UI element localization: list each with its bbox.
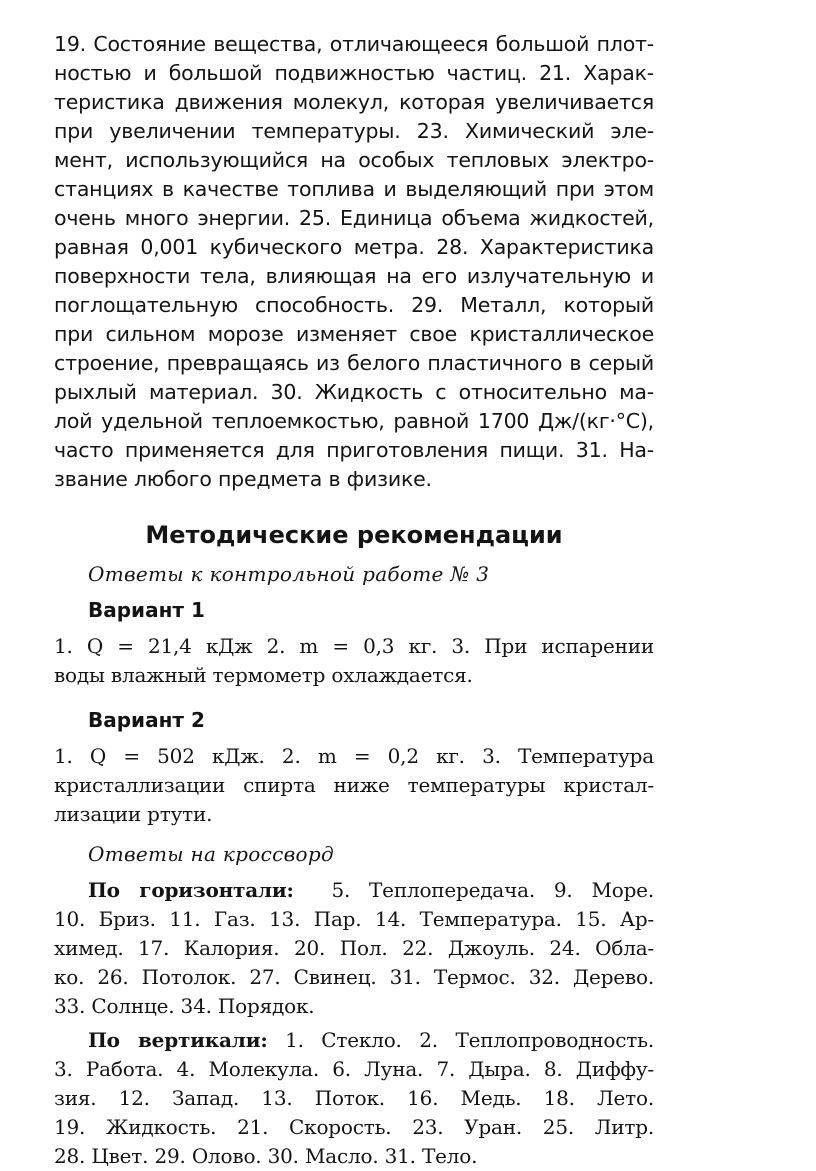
variant-1-line: 1. Q = 21,4 кДж 2. m = 0,3 кг. 3. При испарении xyxy=(54,634,654,658)
clue-line: часто применяется для приготовления пищи. 31. На- xyxy=(54,438,654,462)
horizontal-line: 33. Солнце. 34. Порядок. xyxy=(54,994,315,1018)
clue-line: звание любого предмета в физике. xyxy=(54,467,432,491)
vertical-first-rest: 1. Стекло. 2. Теплопроводность. xyxy=(285,1028,654,1052)
section-title: Методические рекомендации xyxy=(145,521,563,549)
horizontal-label: По горизонтали: xyxy=(88,878,294,902)
clue-line: равная 0,001 кубического метра. 28. Характеристика xyxy=(54,235,654,259)
variant-1-label: Вариант 1 xyxy=(88,598,205,622)
clue-line: ностью и большой подвижностью частиц. 21. Харак- xyxy=(54,61,654,85)
clue-line: при увеличении температуры. 23. Химический эле- xyxy=(54,119,654,143)
vertical-line: 19. Жидкость. 21. Скорость. 23. Уран. 25. Литр. xyxy=(54,1115,654,1139)
variant-2-label: Вариант 2 xyxy=(88,708,205,732)
clue-line: станциях в качестве топлива и выделяющий при этом xyxy=(54,177,654,201)
horizontal-line: 10. Бриз. 11. Газ. 13. Пар. 14. Температура. 15. Ар- xyxy=(54,907,654,931)
vertical-line: 28. Цвет. 29. Олово. 30. Масло. 31. Тело. xyxy=(54,1144,478,1168)
clue-line: очень много энергии. 25. Единица объема жидкостей, xyxy=(54,206,654,230)
clue-line: при сильном морозе изменяет свое кристаллическое xyxy=(54,322,654,346)
clue-line: 19. Состояние вещества, отличающееся большой плот- xyxy=(54,32,654,56)
clue-line: теристика движения молекул, которая увеличивается xyxy=(54,90,654,114)
clue-line: строение, превращаясь из белого пластичного в серый xyxy=(54,351,654,375)
crossword-title: Ответы на кроссворд xyxy=(88,842,334,866)
horizontal-line: химед. 17. Калория. 20. Пол. 22. Джоуль. 24. Обла- xyxy=(54,936,654,960)
horizontal-line: ко. 26. Потолок. 27. Свинец. 31. Термос. 32. Дерево. xyxy=(54,965,654,989)
clue-line: поверхности тела, влияющая на его излучательную и xyxy=(54,264,654,288)
answers-title: Ответы к контрольной работе № 3 xyxy=(88,562,490,586)
vertical-label: По вертикали: xyxy=(88,1028,268,1052)
variant-1-line: воды влажный термометр охлаждается. xyxy=(54,663,473,687)
vertical-line: 3. Работа. 4. Молекула. 6. Луна. 7. Дыра. 8. Диффу- xyxy=(54,1057,654,1081)
vertical-line: зия. 12. Запад. 13. Поток. 16. Медь. 18. Лето. xyxy=(54,1086,654,1110)
clue-line: мент, использующийся на особых тепловых электро- xyxy=(54,148,654,172)
clue-line: лой удельной теплоемкостью, равной 1700 Дж/(кг·°C), xyxy=(54,409,654,433)
variant-2-line: 1. Q = 502 кДж. 2. m = 0,2 кг. 3. Температура xyxy=(54,744,654,768)
variant-2-line: кристаллизации спирта ниже температуры кристал- xyxy=(54,773,654,797)
variant-2-line: лизации ртути. xyxy=(54,802,213,826)
horizontal-first-rest: 5. Теплопередача. 9. Море. xyxy=(331,878,654,902)
clue-line: поглощательную способность. 29. Металл, который xyxy=(54,293,654,317)
clue-line: рыхлый материал. 30. Жидкость с относительно ма- xyxy=(54,380,654,404)
